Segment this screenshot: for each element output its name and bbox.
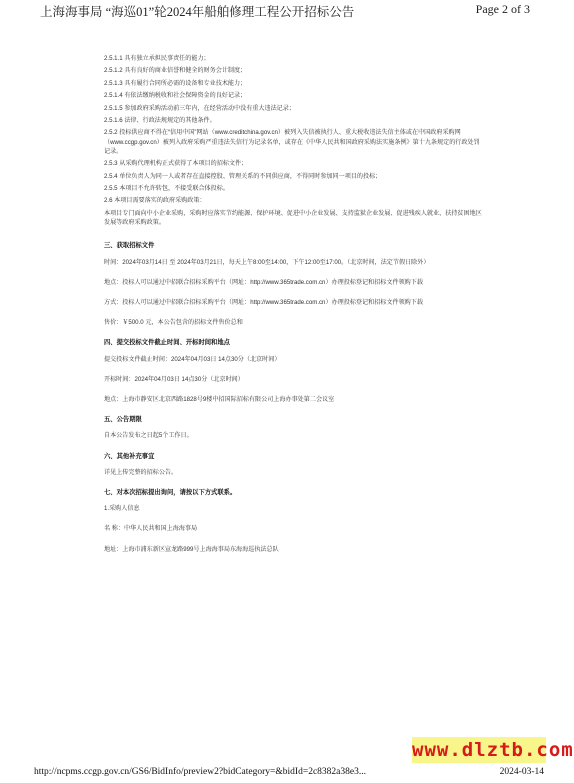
page-header-title: 上海海事局 “海巡01”轮2024年船舶修理工程公开招标公告 (40, 5, 355, 19)
page-number: Page 2 of 3 (475, 2, 530, 16)
clause-2-5-5: 2.5.5 本项目不允许转包，不接受联合体投标。 (104, 184, 229, 192)
section-3-heading: 三、获取招标文件 (104, 242, 155, 250)
submission-deadline: 提交投标文件截止时间：2024年04月03日 14点30分（北京时间） (104, 355, 281, 363)
clause-2-6: 2.6 本项目需要落实的政府采购政策： (104, 197, 206, 205)
clause-2-5-2: 2.5.2 投标供应商不得在“信用中国”网站（www.creditchina.gov.cn）被列入失信被执行人、重大税收违法失信主体或在中国政府采购网（www.ccgp.gov.cn）被列入政府采购严重违法失信行为记录名单，或存在《中华人民共和国政府采购法实施条例》第十九条规定的行政处罚记录。 (104, 129, 480, 155)
supplementary-text: 详见上传完整的招标公告。 (104, 468, 178, 476)
footer-url[interactable]: http://ncpms.ccgp.gov.cn/GS6/BidInfo/preview2?bidCategory=&bidId=2c8382a38e3... (34, 767, 366, 777)
clause-2-5-1-2: 2.5.1.2 具有良好的商业信誉和健全的财务会计制度； (104, 67, 247, 75)
purchaser-address: 地址：上海市浦东新区宣龙路999号上海海事局东海海巡执法总队 (104, 545, 279, 553)
purchaser-info-label: 1.采购人信息 (104, 505, 140, 513)
clause-2-5-4: 2.5.4 单位负责人为同一人或者存在直接控股、管理关系的不同供应商，不得同时参加同一项目的投标； (104, 172, 382, 180)
document-price: 售价：￥500.0 元，本公告包含的招标文件售价总和 (104, 319, 243, 327)
purchaser-name: 名 称：中华人民共和国上海海事局 (104, 525, 198, 533)
clause-2-5-3: 2.5.3 从采购代理机构正式获得了本项目的招标文件； (104, 160, 248, 168)
announcement-body (104, 54, 484, 565)
document-time: 时间：2024年03月14日 至 2024年03月21日，每天上午8:00至14:00，下午12:00至17:00。（北京时间，法定节假日除外） (104, 258, 430, 266)
opening-place: 地点：上海市静安区北京西路1828号9楼中招国际招标有限公司上海办事处第二会议室 (104, 395, 335, 403)
document-method: 方式：投标人可以通过中招联合招标采购平台（网址：http://www.365trade.com.cn）办理投标登记和招标文件领购下载 (104, 298, 423, 306)
section-4-heading: 四、提交投标文件截止时间、开标时间和地点 (104, 339, 230, 347)
clause-2-5-1-6: 2.5.1.6 法律、行政法规规定的其他条件。 (104, 116, 216, 124)
policy-text: 本项目专门面向中小企业采购，采购时应落实节约能源、保护环境、促进中小企业发展、支持监狱企业发展、促进残疾人就业、扶持贫困地区发展等政府采购政策。 (104, 209, 482, 226)
clause-2-5-1-1: 2.5.1.1 具有独立承担民事责任的能力； (104, 55, 210, 62)
document-place: 地点：投标人可以通过中招联合招标采购平台（网址：http://www.365trade.com.cn）办理投标登记和招标文件领购下载 (104, 278, 423, 286)
footer-date: 2024-03-14 (499, 767, 544, 777)
section-7-heading: 七、对本次招标提出询问，请按以下方式联系。 (104, 488, 237, 496)
clause-2-5-1-5: 2.5.1.5 参加政府采购活动前三年内，在经营活动中没有重大违法记录； (104, 104, 295, 112)
clause-2-5-1-3: 2.5.1.3 具有履行合同所必需的设备和专业技术能力； (104, 79, 247, 87)
opening-time: 开标时间：2024年04月03日 14点30分（北京时间） (104, 375, 244, 383)
section-6-heading: 六、其他补充事宜 (104, 452, 155, 460)
clause-2-5-1-4: 2.5.1.4 有依法缴纳税收和社会保障资金的良好记录； (104, 92, 247, 100)
announcement-period: 自本公告发布之日起5个工作日。 (104, 432, 193, 440)
section-5-heading: 五、公告期限 (104, 416, 142, 424)
site-watermark: www.dlztb.com (412, 739, 574, 761)
